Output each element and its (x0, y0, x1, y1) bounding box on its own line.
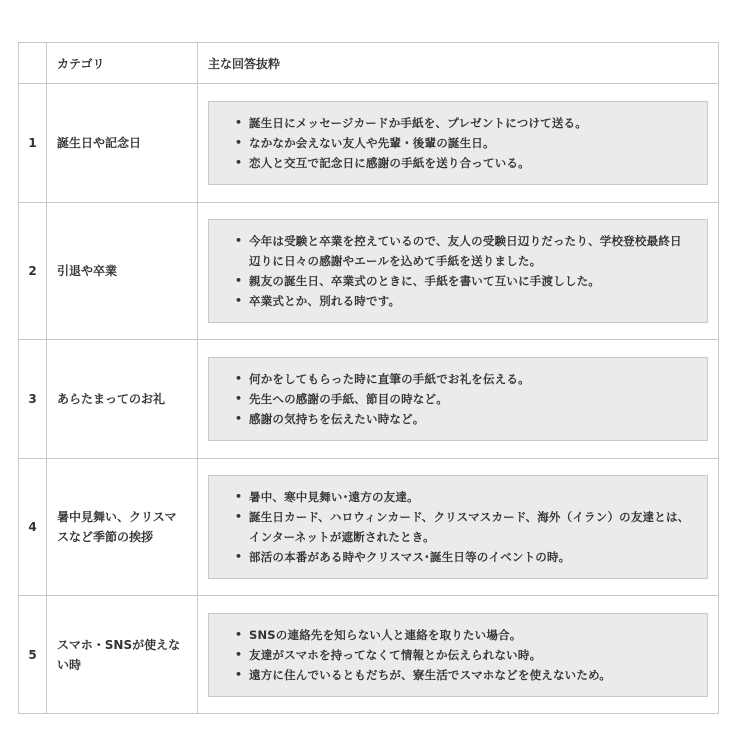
row-number: 1 (19, 84, 47, 203)
header-number (19, 43, 47, 84)
answer-item: • 遠方に住んでいるともだちが、寮生活でスマホなどを使えないため。 (235, 665, 693, 685)
row-category: 誕生日や記念日 (47, 84, 198, 203)
row-number: 3 (19, 340, 47, 459)
row-answers (198, 596, 719, 714)
row-category: あらたまってのお礼 (47, 340, 198, 459)
answer-list (223, 113, 693, 173)
answer-box (208, 101, 708, 185)
answer-item: • 部活の本番がある時やクリスマス･誕生日等のイベントの時。 (235, 547, 693, 567)
answer-box (208, 219, 708, 323)
row-category: 暑中見舞い、クリスマスなど季節の挨拶 (47, 459, 198, 596)
row-number: 2 (19, 203, 47, 340)
answer-item: • 暑中、寒中見舞い･遠方の友達。 (235, 487, 693, 507)
row-answers (198, 84, 719, 203)
answer-item: • 友達がスマホを持ってなくて情報とか伝えられない時。 (235, 645, 693, 665)
answer-list (223, 231, 693, 311)
table-row (19, 84, 719, 203)
row-answers (198, 203, 719, 340)
answer-list (223, 487, 693, 567)
row-answers (198, 340, 719, 459)
answer-box (208, 357, 708, 441)
answer-list (223, 369, 693, 429)
table-row (19, 459, 719, 596)
answer-item: • なかなか会えない友人や先輩・後輩の誕生日。 (235, 133, 693, 153)
answer-item: • 誕生日カード、ハロウィンカード、クリスマスカード、海外（イラン）の友達とは、インターネットが遮断されたとき。 (235, 507, 693, 547)
row-answers (198, 459, 719, 596)
table-row (19, 203, 719, 340)
row-category: スマホ・SNSが使えない時 (47, 596, 198, 714)
table-row (19, 340, 719, 459)
answer-item: • 感謝の気持ちを伝えたい時など。 (235, 409, 693, 429)
row-number: 4 (19, 459, 47, 596)
survey-table (18, 42, 719, 714)
answer-item: • 恋人と交互で記念日に感謝の手紙を送り合っている。 (235, 153, 693, 173)
answer-item: • 誕生日にメッセージカードか手紙を、プレゼントにつけて送る。 (235, 113, 693, 133)
header-answers: 主な回答抜粋 (198, 43, 719, 84)
header-category: カテゴリ (47, 43, 198, 84)
answer-item: • 親友の誕生日、卒業式のときに、手紙を書いて互いに手渡しした。 (235, 271, 693, 291)
row-category: 引退や卒業 (47, 203, 198, 340)
answer-list (223, 625, 693, 685)
answer-item: • SNSの連絡先を知らない人と連絡を取りたい場合。 (235, 625, 693, 645)
answer-item: • 卒業式とか、別れる時です。 (235, 291, 693, 311)
table-row (19, 596, 719, 714)
header-row (19, 43, 719, 84)
row-number: 5 (19, 596, 47, 714)
answer-box (208, 613, 708, 697)
answer-item: • 何かをしてもらった時に直筆の手紙でお礼を伝える。 (235, 369, 693, 389)
answer-item: • 今年は受験と卒業を控えているので、友人の受験日辺りだったり、学校登校最終日辺りに日々の感謝やエールを込めて手紙を送りました。 (235, 231, 693, 271)
answer-item: • 先生への感謝の手紙、節目の時など。 (235, 389, 693, 409)
answer-box (208, 475, 708, 579)
